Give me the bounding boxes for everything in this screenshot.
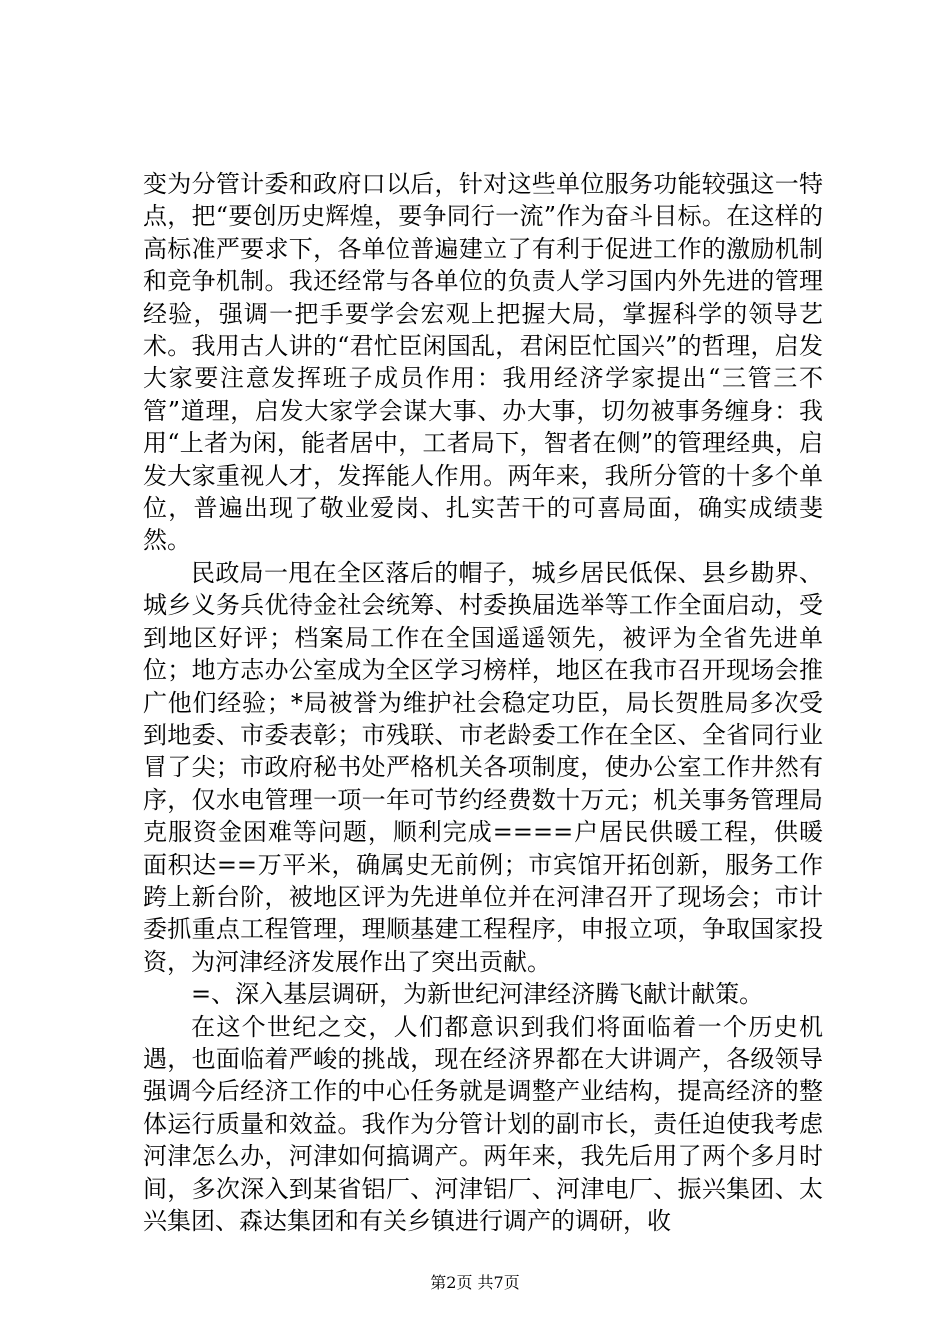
paragraph-1: 变为分管计委和政府口以后，针对这些单位服务功能较强这一特点，把“要创历史辉煌，要争同行一流”作为奋斗目标。在这样的高标准严要求下，各单位普遍建立了有利于促进工作的激励机制和竞争机制。我还经常与各单位的负责人学习国内外先进的管理经验，强调一把手要学会宏观上把握大局，掌握科学的领导艺术。我用古人讲的“君忙臣闲国乱，君闲臣忙国兴”的哲理，启发大家要注意发挥班子成员作用：我用经济学家提出“三管三不管”道理，启发大家学会谋大事、办大事，切勿被事务缠身：我用“上者为闲，能者居中，工者局下，智者在侧”的管理经典，启发大家重视人才，发挥能人作用。两年来，我所分管的十多个单位，普遍出现了敬业爱岗、扎实苦干的可喜局面，确实成绩斐然。 <box>143 170 823 555</box>
document-body <box>143 168 823 1237</box>
page-number-footer: 第2页 共7页 <box>430 1273 520 1292</box>
section-heading: =、深入基层调研，为新世纪河津经济腾飞献计献策。 <box>191 980 764 1009</box>
paragraph-2: 民政局一甩在全区落后的帽子，城乡居民低保、县乡勘界、城乡义务兵优待金社会统筹、村委换届选举等工作全面启动，受到地区好评；档案局工作在全国遥遥领先，被评为全省先进单位；地方志办公室成为全区学习榜样，地区在我市召开现场会推广他们经验；*局被誉为维护社会稳定功臣，局长贺胜局多次受到地委、市委表彰；市残联、市老龄委工作在全区、全省同行业冒了尖；市政府秘书处严格机关各项制度，使办公室工作井然有序，仅水电管理一项一年可节约经费数十万元；机关事务管理局克服资金困难等问题，顺利完成====户居民供暖工程，供暖面积达==万平米，确属史无前例；市宾馆开拓创新，服务工作跨上新台阶，被地区评为先进单位并在河津召开了现场会；市计委抓重点工程管理，理顺基建工程程序，申报立项，争取国家投资，为河津经济发展作出了突出贡献。 <box>143 558 823 976</box>
paragraph-4: 在这个世纪之交，人们都意识到我们将面临着一个历史机遇，也面临着严峻的挑战，现在经济界都在大讲调产，各级领导强调今后经济工作的中心任务就是调整产业结构，提高经济的整体运行质量和效益。我作为分管计划的副市长，责任迫使我考虑河津怎么办，河津如何搞调产。两年来，我先后用了两个多月时间，多次深入到某省铝厂、河津铝厂、河津电厂、振兴集团、太兴集团、森达集团和有关乡镇进行调产的调研，收 <box>143 1012 823 1235</box>
